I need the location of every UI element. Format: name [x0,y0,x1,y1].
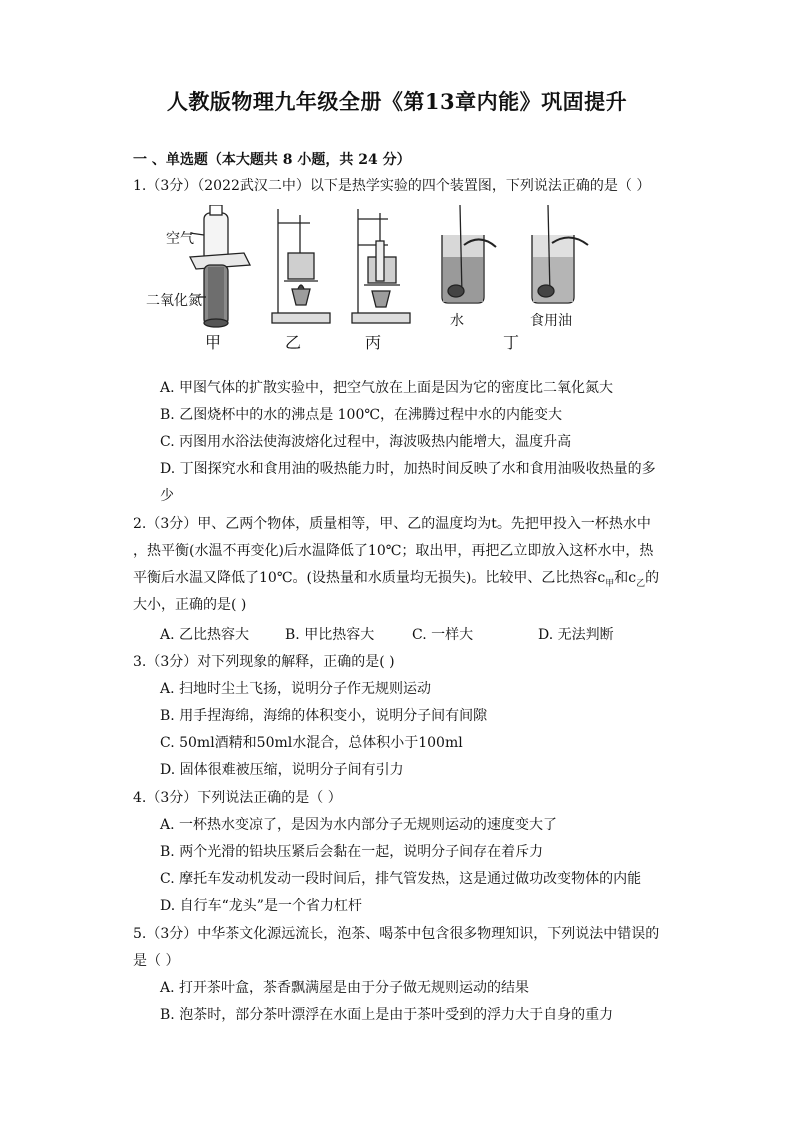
q2-sub-yi: 乙 [636,578,646,589]
section-heading: 一 、单选题（本大题共 8 小题，共 24 分） [133,152,411,168]
q1-option-a: A. 甲图气体的扩散实验中，把空气放在上面是因为它的密度比二氧化氮大 [160,380,614,396]
q2-line-3-text: 平衡后水温又降低了10℃。(设热量和水质量均无损失)。比较甲、乙比热容c [133,570,606,586]
q3-option-c: C. 50ml酒精和50ml水混合，总体积小于100ml [160,735,463,751]
q2-option-a: A. 乙比热容大 [160,627,250,643]
q2-option-b: B. 甲比热容大 [285,627,375,643]
label-oil: 食用油 [530,313,572,329]
apparatus-yi [272,209,330,323]
apparatus-ding-water [442,205,496,303]
q1-option-d-cont: 少 [160,488,174,504]
label-water: 水 [450,313,464,329]
q1-option-b: B. 乙图烧杯中的水的沸点是 100℃，在沸腾过程中水的内能变大 [160,407,563,423]
q2-option-c: C. 一样大 [412,627,474,643]
q4-option-b: B. 两个光滑的铅块压紧后会黏在一起，说明分子间存在着斥力 [160,844,544,860]
q4-option-d: D. 自行车“龙头”是一个省力杠杆 [160,898,362,914]
q5-line-2: 是（ ） [133,953,180,969]
q2-option-d: D. 无法判断 [538,627,614,643]
label-yi: 乙 [285,333,302,352]
q5-option-b: B. 泡茶时，部分茶叶漂浮在水面上是由于茶叶受到的浮力大于自身的重力 [160,1007,614,1023]
q4-option-c: C. 摩托车发动机发动一段时间后，排气管发热，这是通过做功改变物体的内能 [160,871,642,887]
q3-stem: 3.（3分）对下列现象的解释，正确的是( ) [133,654,395,670]
q3-option-b: B. 用手捏海绵，海绵的体积变小，说明分子间有间隙 [160,708,488,724]
q2-sub-jia: 甲 [605,578,615,589]
q3-option-d: D. 固体很难被压缩，说明分子间有引力 [160,762,404,778]
q2-line-3 [133,568,659,594]
q4-option-a: A. 一杯热水变凉了，是因为水内部分子无规则运动的速度变大了 [160,817,558,833]
apparatus-ding-oil [532,205,588,303]
q3-option-a: A. 扫地时尘土飞扬，说明分子作无规则运动 [160,681,432,697]
q1-stem: 1.（3分）（2022武汉二中）以下是热学实验的四个装置图，下列说法正确的是（ ） [133,178,651,194]
label-air: 空气 [166,231,194,247]
q2-line-4: 大小，正确的是( ) [133,597,247,613]
q5-option-a: A. 打开茶叶盒，茶香飘满屋是由于分子做无规则运动的结果 [160,980,530,996]
q2-line-2: ，热平衡(水温不再变化)后水温降低了10℃；取出甲，再把乙立即放入这杯水中，热 [133,543,654,559]
q2-line-1: 2.（3分）甲、乙两个物体，质量相等，甲、乙的温度均为t。先把甲投入一杯热水中 [133,516,651,532]
q5-line-1: 5.（3分）中华茶文化源远流长，泡茶、喝茶中包含很多物理知识，下列说法中错误的 [133,926,660,942]
q1-option-c: C. 丙图用水浴法使海波熔化过程中，海波吸热内能增大，温度升高 [160,434,572,450]
q4-stem: 4.（3分）下列说法正确的是（ ） [133,790,342,806]
apparatus-bing [352,209,410,323]
label-ding: 丁 [503,333,520,352]
label-bing: 丙 [365,333,382,352]
label-no2: 二氧化氮 [146,293,202,309]
q2-line-3-and: 和c [614,570,637,586]
page-title: 人教版物理九年级全册《第13章内能》巩固提升 [166,89,628,114]
label-jia: 甲 [205,333,222,352]
q2-line-3-end: 的 [645,570,660,586]
q1-option-d: D. 丁图探究水和食用油的吸热能力时，加热时间反映了水和食用油吸收热量的多 [160,461,656,477]
